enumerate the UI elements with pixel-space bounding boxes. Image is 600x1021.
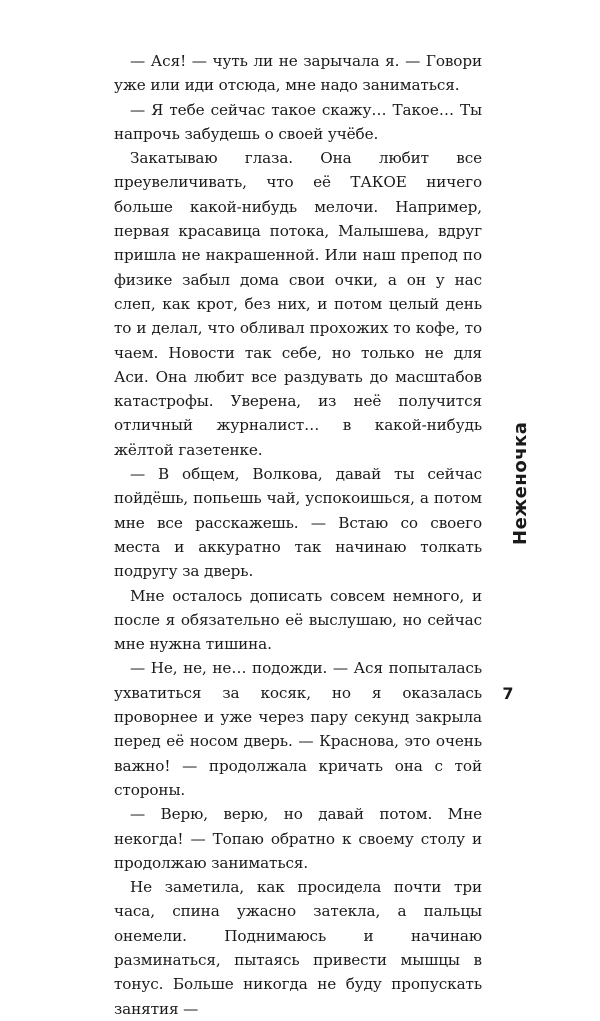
paragraph: — Ася! — чуть ли не зарычала я. — Говори уже или иди отсюда, мне надо заниматься. — [114, 52, 482, 95]
paragraph: — Я тебе сейчас такое скажу… Такое… Ты напрочь забудешь о своей учёбе. — [114, 100, 482, 143]
page-body — [114, 49, 482, 1021]
paragraph: Закатываю глаза. Она любит все преувеличивать, что её ТАКОЕ ничего больше какой-нибудь мелочи. Например, первая красавица потока, Малышева, вдруг пришла не накрашенной. Или наш препод по физике забыл дома свои очки, а он у нас слеп, как крот, без них, и потом целый день то и делал, что обливал прохожих то кофе, то чаем. Новости так себе, но только не для Аси. Она любит все раздувать до масштабов катастрофы. Уверена, из неё получится отличный журналист… в какой-нибудь жёлтой газетенке. — [114, 149, 482, 459]
page-number: 7 — [502, 684, 514, 703]
paragraph: — В общем, Волкова, давай ты сейчас пойдёшь, попьешь чай, успокоишься, а потом мне все расскажешь. — Встаю со своего места и аккуратно так начинаю толкать подругу за дверь. — [114, 465, 482, 581]
paragraph: Не заметила, как просидела почти три часа, спина ужасно затекла, а пальцы онемели. Поднимаюсь и начинаю разминаться, пытаясь привести мышцы в тонус. Больше никогда не буду пропускать занятия — — [114, 878, 482, 1018]
paragraph: — Верю, верю, но давай потом. Мне некогда! — Топаю обратно к своему столу и продолжаю заниматься. — [114, 805, 482, 872]
paragraph: — Не, не, не… подожди. — Ася попыталась ухватиться за косяк, но я оказалась проворнее и уже через пару секунд закрыла перед её носом дверь. — Краснова, это очень важно! — продолжала кричать она с той стороны. — [114, 659, 482, 799]
running-title: Неженочка — [510, 421, 531, 545]
paragraph: Мне осталось дописать совсем немного, и после я обязательно её выслушаю, но сейчас мне нужна тишина. — [114, 586, 482, 654]
